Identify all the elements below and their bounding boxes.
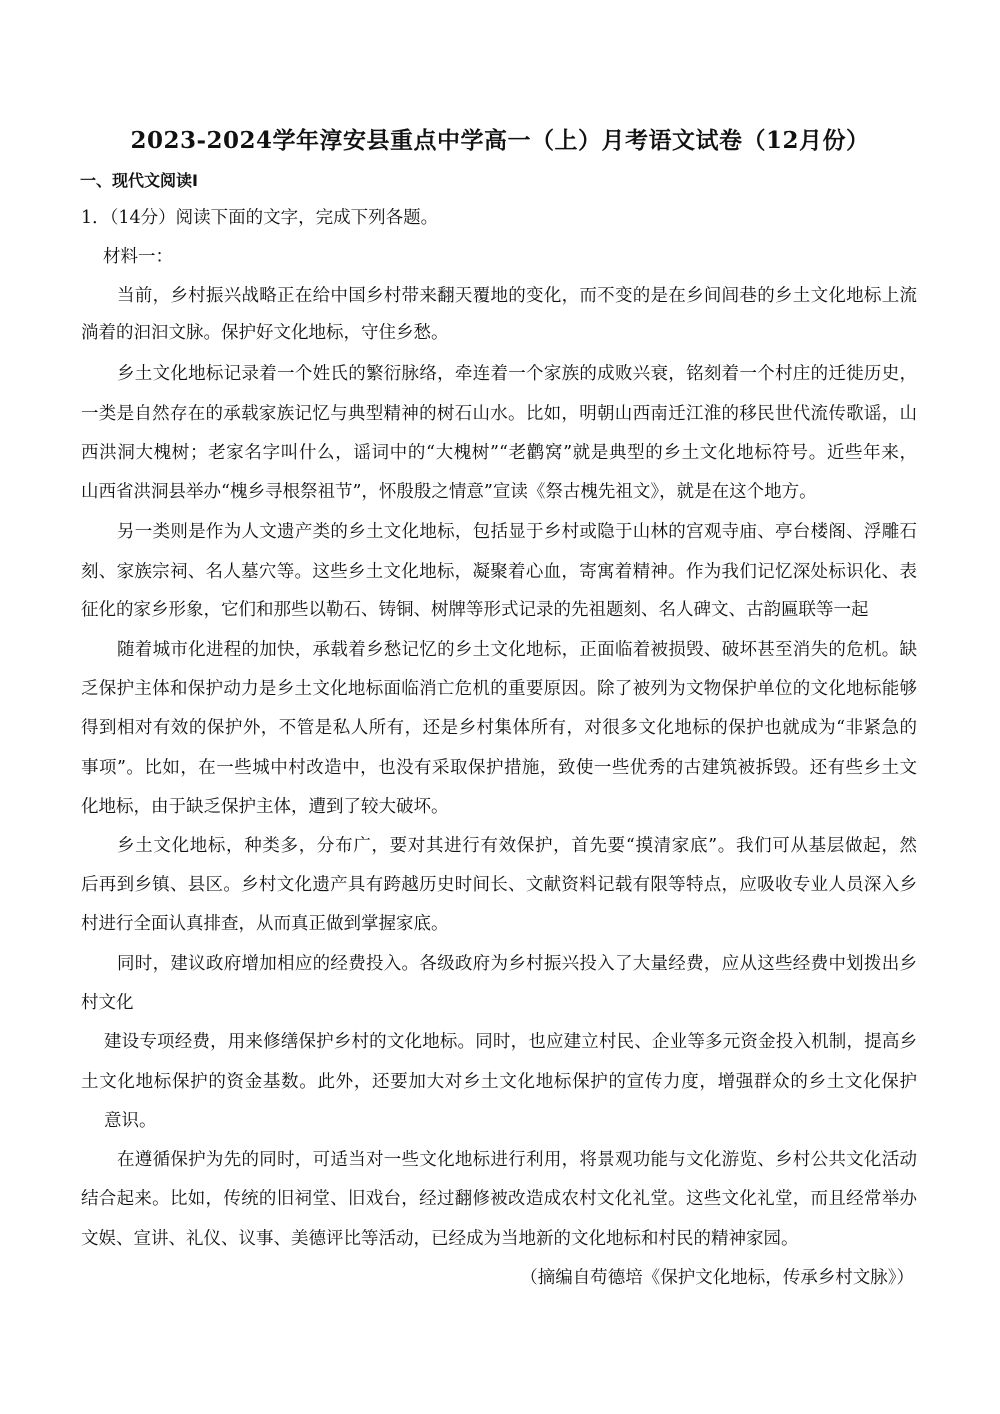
paragraph-line: 另一类则是作为人文遗产类的乡土文化地标，包括显于乡村或隐于山林的宫观寺庙、亭台楼阁、浮雕石 <box>117 522 917 542</box>
paragraph-line: 同时，建议政府增加相应的经费投入。各级政府为乡村振兴投入了大量经费，应从这些经费中划拨出乡 <box>117 954 917 974</box>
section-heading: 一、现代文阅读Ⅰ <box>80 171 198 190</box>
paragraph-line: 意识。 <box>104 1111 157 1131</box>
paragraph-line: 得到相对有效的保护外，不管是私人所有，还是乡村集体所有，对很多文化地标的保护也就成为“非紧急的 <box>81 718 917 738</box>
paragraph-line: 化地标，由于缺乏保护主体，遭到了较大破坏。 <box>81 797 449 817</box>
paragraph-line: 村文化 <box>81 993 134 1013</box>
material-label: 材料一： <box>103 247 173 267</box>
paragraph-line: 征化的家乡形象，它们和那些以勒石、铸铜、树牌等形式记录的先祖题刻、名人碑文、古韵匾联等一起 <box>81 600 869 620</box>
paragraph-line: 文娱、宣讲、礼仪、议事、美德评比等活动，已经成为当地新的文化地标和村民的精神家园。 <box>81 1229 799 1249</box>
paragraph-line: 土文化地标保护的资金基数。此外，还要加大对乡土文化地标保护的宣传力度，增强群众的乡土文化保护 <box>81 1072 917 1092</box>
paragraph-line: 淌着的汩汩文脉。保护好文化地标，守住乡愁。 <box>81 323 449 343</box>
paragraph-line: 建设专项经费，用来修缮保护乡村的文化地标。同时，也应建立村民、企业等多元资金投入机制，提高乡 <box>104 1032 917 1052</box>
paragraph-line: 一类是自然存在的承载家族记忆与典型精神的树石山水。比如，明朝山西南迁江淮的移民世代流传歌谣，山 <box>81 404 917 424</box>
paragraph-line: 村进行全面认真排查，从而真正做到掌握家底。 <box>81 914 449 934</box>
paragraph-line: 随着城市化进程的加快，承载着乡愁记忆的乡土文化地标，正面临着被损毁、破坏甚至消失的危机。缺 <box>117 640 917 660</box>
question-prompt: 1．（14分）阅读下面的文字，完成下列各题。 <box>81 208 439 228</box>
paragraph-line: 山西省洪洞县举办“槐乡寻根祭祖节”，怀殷殷之情意”宣读《祭古槐先祖文》，就是在这个地方。 <box>81 482 817 502</box>
paragraph-line: 结合起来。比如，传统的旧祠堂、旧戏台，经过翻修被改造成农村文化礼堂。这些文化礼堂，而且经常举办 <box>81 1189 917 1209</box>
exam-title: 2023-2024学年淳安县重点中学高一（上）月考语文试卷（12月份） <box>130 127 870 154</box>
paragraph-line: 事项”。比如，在一些城中村改造中，也没有采取保护措施，致使一些优秀的古建筑被拆毁。还有些乡土文 <box>81 758 917 778</box>
paragraph-line: 乡土文化地标记录着一个姓氏的繁衍脉络，牵连着一个家族的成败兴衰，铭刻着一个村庄的迁徙历史， <box>117 364 917 384</box>
source-citation: （摘编自苟德培《保护文化地标，传承乡村文脉》） <box>520 1268 914 1288</box>
paragraph-line: 当前，乡村振兴战略正在给中国乡村带来翻天覆地的变化，而不变的是在乡间闾巷的乡土文化地标上流 <box>117 286 917 306</box>
paragraph-line: 在遵循保护为先的同时，可适当对一些文化地标进行利用，将景观功能与文化游览、乡村公共文化活动 <box>117 1150 917 1170</box>
paragraph-line: 后再到乡镇、县区。乡村文化遗产具有跨越历史时间长、文献资料记载有限等特点，应吸收专业人员深入乡 <box>81 875 917 895</box>
paragraph-line: 西洪洞大槐树；老家名字叫什么，谣词中的“大槐树”“老鹳窝”就是典型的乡土文化地标符号。近些年来， <box>81 443 917 463</box>
paragraph-line: 乏保护主体和保护动力是乡土文化地标面临消亡危机的重要原因。除了被列为文物保护单位的文化地标能够 <box>81 679 917 699</box>
paragraph-line: 刻、家族宗祠、名人墓穴等。这些乡土文化地标，凝聚着心血，寄寓着精神。作为我们记忆深处标识化、表 <box>81 562 917 582</box>
paragraph-line: 乡土文化地标，种类多，分布广，要对其进行有效保护，首先要“摸清家底”。我们可从基层做起，然 <box>117 836 917 856</box>
